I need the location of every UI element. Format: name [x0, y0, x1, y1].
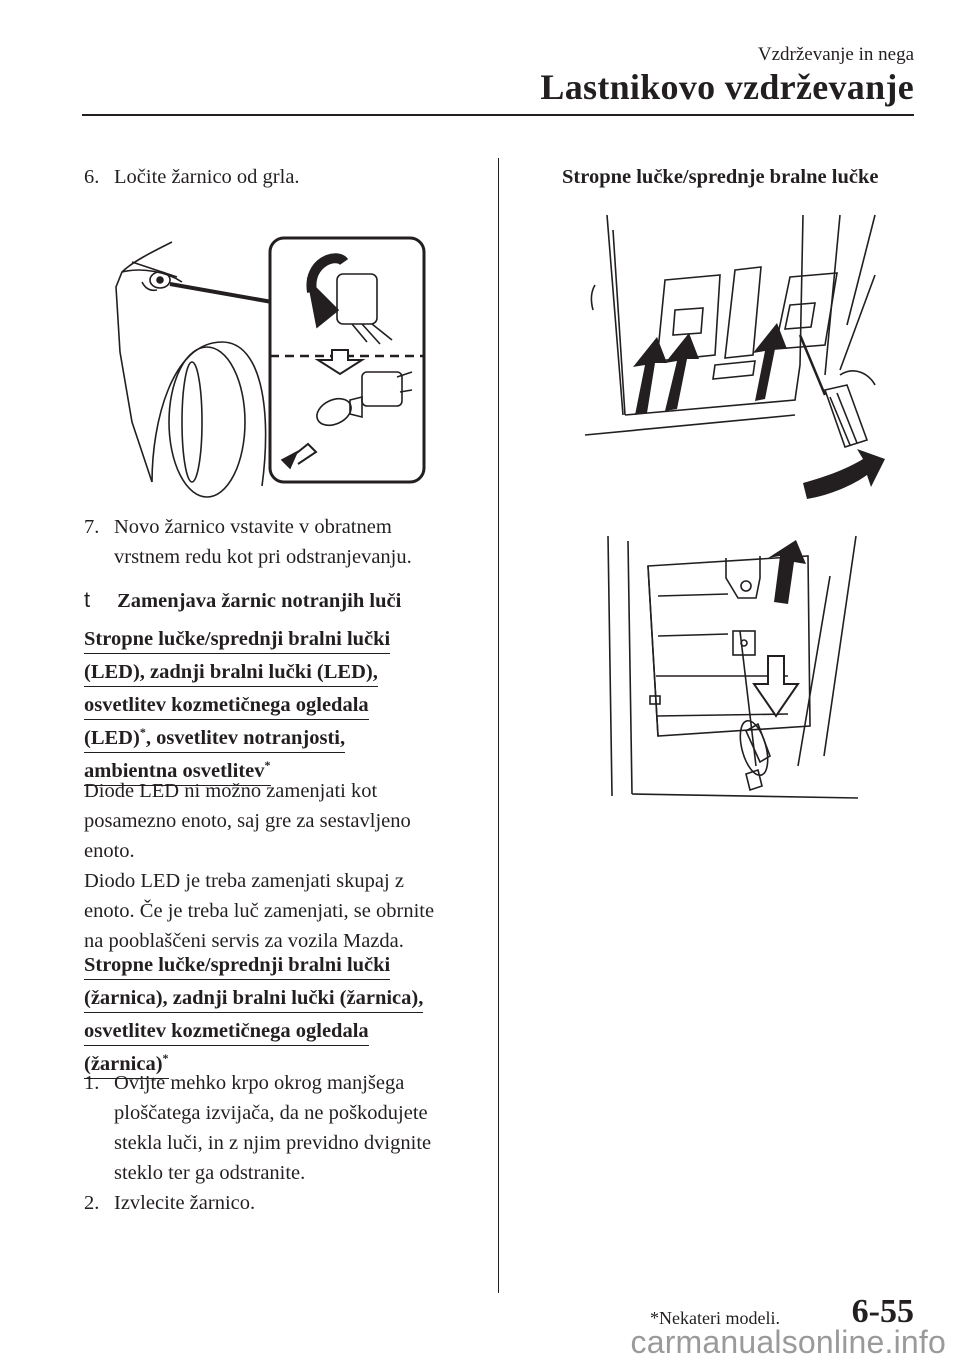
overhead-lamp-illustration: [585, 215, 885, 505]
step-text-line: vrstnem redu kot pri odstranjevanju.: [114, 546, 412, 568]
step-text-line: Novo žarnico vstavite v obratnem: [114, 516, 392, 538]
step-7: [84, 512, 484, 572]
step-number: 6.: [84, 166, 100, 188]
paragraph-line: na pooblaščeni servis za vozila Mazda.: [84, 930, 404, 952]
paragraph-line: enoto.: [84, 840, 135, 862]
step-text: Ločite žarnico od grla.: [114, 166, 300, 188]
step-text-line: Ovijte mehko krpo okrog manjšega: [114, 1072, 405, 1094]
headlamp-bulb-illustration: [112, 232, 428, 486]
subheading-line: (LED), zadnji bralni lučki (LED),: [84, 660, 378, 687]
subheading-line: ambientna osvetlitev: [84, 760, 265, 782]
subheading-line: , osvetlitev notranjosti,: [145, 727, 346, 749]
step-6: [84, 162, 484, 192]
paragraph-line: Diode LED ni možno zamenjati kot: [84, 780, 378, 802]
subheading-line: (žarnica): [84, 1053, 163, 1075]
chapter-title: Lastnikovo vzdrževanje: [540, 67, 914, 107]
subheading-line: osvetlitev kozmetičnega ogledala: [84, 693, 369, 720]
step-text-line: steklo ter ga odstranite.: [114, 1162, 306, 1184]
section-marker: t: [84, 587, 91, 612]
step-1: [84, 1068, 484, 1218]
watermark: carmanualsonline.info: [630, 1324, 946, 1360]
section-label: Vzdrževanje in nega: [757, 44, 914, 65]
step-number: 7.: [84, 516, 100, 538]
festoon-bulb-illustration: [598, 536, 868, 806]
step-number: 1.: [84, 1072, 100, 1094]
step-text-line: ploščatega izvijača, da ne poškodujete: [114, 1102, 428, 1124]
section-heading-row: [84, 585, 401, 616]
subheading-bulb: [84, 950, 504, 1082]
subheading-led: [84, 624, 504, 789]
right-heading: Stropne lučke/sprednje bralne lučke: [562, 166, 879, 188]
footnote-star: *: [162, 1051, 169, 1065]
header-rule: [82, 114, 914, 116]
subheading-line: (žarnica), zadnji bralni lučki (žarnica),: [84, 986, 423, 1013]
page-number: 6-55: [851, 1293, 914, 1330]
step-text: Izvlecite žarnico.: [114, 1192, 256, 1214]
paragraph-line: posamezno enoto, saj gre za sestavljeno: [84, 810, 411, 832]
paragraph-line: Diodo LED je treba zamenjati skupaj z: [84, 870, 404, 892]
footnote: *Nekateri modeli.: [650, 1308, 780, 1328]
paragraph-line: enoto. Če je treba luč zamenjati, se obrnite: [84, 900, 435, 922]
footnote-star: *: [139, 725, 146, 739]
paragraph-led-1: [84, 776, 484, 956]
subheading-line: osvetlitev kozmetičnega ogledala: [84, 1019, 369, 1046]
footnote-star: *: [264, 758, 271, 772]
section-heading: Zamenjava žarnic notranjih luči: [117, 590, 402, 612]
subheading-line: Stropne lučke/sprednji bralni lučki: [84, 953, 390, 980]
subheading-line: (LED): [84, 727, 140, 749]
step-text-line: stekla luči, in z njim previdno dvignite: [114, 1132, 432, 1154]
step-number: 2.: [84, 1192, 100, 1214]
subheading-line: Stropne lučke/sprednji bralni lučki: [84, 627, 390, 654]
